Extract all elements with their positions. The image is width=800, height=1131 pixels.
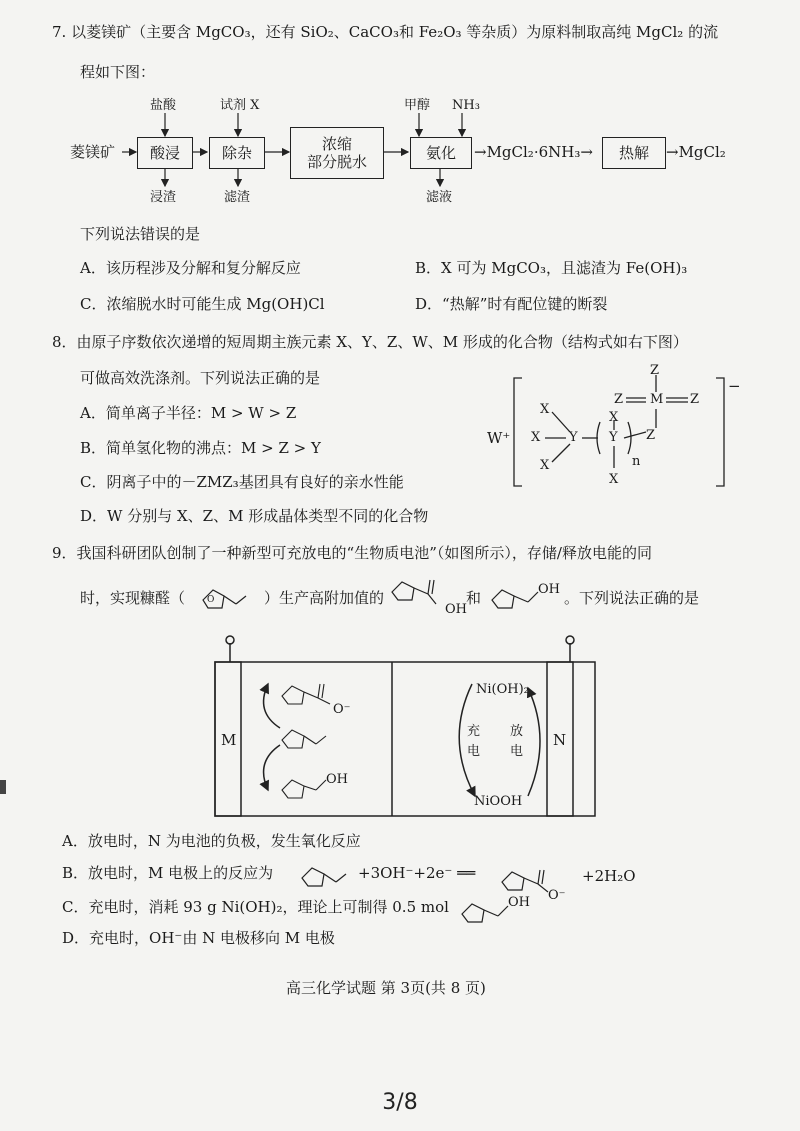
label-ni-oh2: Ni(OH)₂ <box>476 682 529 697</box>
q9-stem-line1: 9．我国科研团队创制了一种新型可充放电的“生物质电池”（如图所示），存储/释放电能的同 <box>52 544 652 562</box>
q8-option-b: B．简单氢化物的沸点：M > Z > Y <box>80 439 321 457</box>
q9-option-b-part1: B．放电时，M 电极上的反应为 <box>62 864 274 882</box>
label-furoate-o-minus: O⁻ <box>333 702 351 717</box>
flow-methanol-label: 甲醇 <box>404 98 431 113</box>
flow-hcl-label: 盐酸 <box>150 98 177 113</box>
flow-box-purify: 除杂 <box>209 137 265 169</box>
q9-option-b-part2: +3OH⁻+2e⁻ ══ <box>358 864 476 882</box>
page-number: 3/8 <box>382 1090 418 1115</box>
q7-option-b: B．X 可为 MgCO₃，且滤渣为 Fe(OH)₃ <box>415 259 688 277</box>
optc-oh-label: OH <box>508 895 530 910</box>
struct-z-bottom: Z <box>646 428 656 443</box>
label-electrode-m: M <box>221 731 237 749</box>
q9-option-d: D．充电时，OH⁻由 N 电极移向 M 电极 <box>62 929 335 947</box>
struct-cation: W⁺ <box>487 429 511 447</box>
struct-x-top: X <box>540 402 550 417</box>
q9-option-c: C．充电时，消耗 93 g Ni(OH)₂，理论上可制得 0.5 mol <box>62 898 449 916</box>
struct-m: M <box>650 392 664 407</box>
q8-stem-line2: 可做高效洗涤剂。下列说法正确的是 <box>80 369 321 387</box>
flow-nh3-label: NH₃ <box>452 98 480 113</box>
q7-question: 下列说法错误的是 <box>80 225 201 243</box>
q9-stem-line2b: ）生产高附加值的 <box>264 589 385 607</box>
flow-product1: →MgCl₂·6NH₃→ <box>474 143 593 161</box>
alcohol-oh-label: OH <box>538 582 560 597</box>
q8-option-a: A．简单离子半径：M > W > Z <box>80 404 297 422</box>
q9-stem-line2d: 。下列说法正确的是 <box>564 589 700 607</box>
flow-waste-filter: 滤渣 <box>224 190 251 205</box>
label-electrode-n: N <box>553 731 567 749</box>
q9-stem-line2c: 和 <box>466 589 482 607</box>
flow-box-concentrate-line1: 浓缩 <box>321 135 352 153</box>
flow-box-acid-leach: 酸浸 <box>137 137 193 169</box>
flow-waste-leach: 浸渣 <box>150 190 177 205</box>
q8-option-c: C．阴离子中的－ZMZ₃基团具有良好的亲水性能 <box>80 473 404 491</box>
struct-z-left: Z <box>614 392 624 407</box>
q8-option-d: D．W 分别与 X、Z、M 形成晶体类型不同的化合物 <box>80 507 429 525</box>
label-charge-1: 充 <box>467 724 481 739</box>
flow-box-concentrate-line2: 部分脱水 <box>306 153 367 171</box>
struct-z-right: Z <box>690 392 700 407</box>
furoic-oh-label: OH <box>445 602 467 617</box>
q7-stem-line2: 程如下图： <box>80 63 156 81</box>
q9-option-b-part3: +2H₂O <box>582 867 636 885</box>
flow-waste-filtrate: 滤液 <box>426 190 453 205</box>
struct-y-center: Y <box>569 430 578 445</box>
furfural-ring-o: O <box>207 595 215 605</box>
label-discharge-1: 放 <box>510 724 524 739</box>
label-charge-2: 电 <box>467 744 481 759</box>
q8-stem-line1: 8．由原子序数依次递增的短周期主族元素 X、Y、Z、W、M 形成的化合物（结构式如右下图） <box>52 333 688 351</box>
optb-o-minus: O⁻ <box>548 888 566 903</box>
label-discharge-2: 电 <box>510 744 524 759</box>
optc-alcohol-icon <box>462 904 508 922</box>
struct-z-top: Z <box>650 363 660 378</box>
struct-subscript-n: n <box>632 454 641 469</box>
flow-box-ammoniation: 氨化 <box>410 137 472 169</box>
flow-reagent-label: 试剂 X <box>220 98 260 113</box>
struct-x-chain-top: X <box>609 410 619 425</box>
q9-option-a: A．放电时，N 为电池的负极，发生氧化反应 <box>62 832 361 850</box>
optb-furfural-icon <box>302 868 346 886</box>
struct-x-left: X <box>531 430 541 445</box>
exam-footer: 高三化学试题 第 3页(共 8 页) <box>286 979 486 997</box>
struct-charge: − <box>728 377 741 395</box>
flow-product2: →MgCl₂ <box>666 143 726 161</box>
flow-raw-material: 菱镁矿 <box>70 143 116 161</box>
label-niooh: NiOOH <box>474 794 523 809</box>
label-alcohol-oh: OH <box>326 772 348 787</box>
flow-box-pyrolysis: 热解 <box>602 137 666 169</box>
scan-edge-mark <box>0 780 6 794</box>
q7-stem-line1: 7. 以菱镁矿（主要含 MgCO₃，还有 SiO₂、CaCO₃和 Fe₂O₃ 等杂质）为原料制取高纯 MgCl₂ 的流 <box>52 23 719 41</box>
struct-y-chain: Y <box>609 430 618 445</box>
optb-furoate-icon <box>502 870 548 892</box>
q7-option-a: A．该历程涉及分解和复分解反应 <box>80 259 301 277</box>
q9-stem-line2a: 时，实现糠醛（ <box>80 589 186 607</box>
struct-x-bottom: X <box>540 458 550 473</box>
q7-option-c: C．浓缩脱水时可能生成 Mg(OH)Cl <box>80 295 325 313</box>
q7-option-d: D．“热解”时有配位键的断裂 <box>415 295 608 313</box>
struct-x-chain-bottom: X <box>609 472 619 487</box>
